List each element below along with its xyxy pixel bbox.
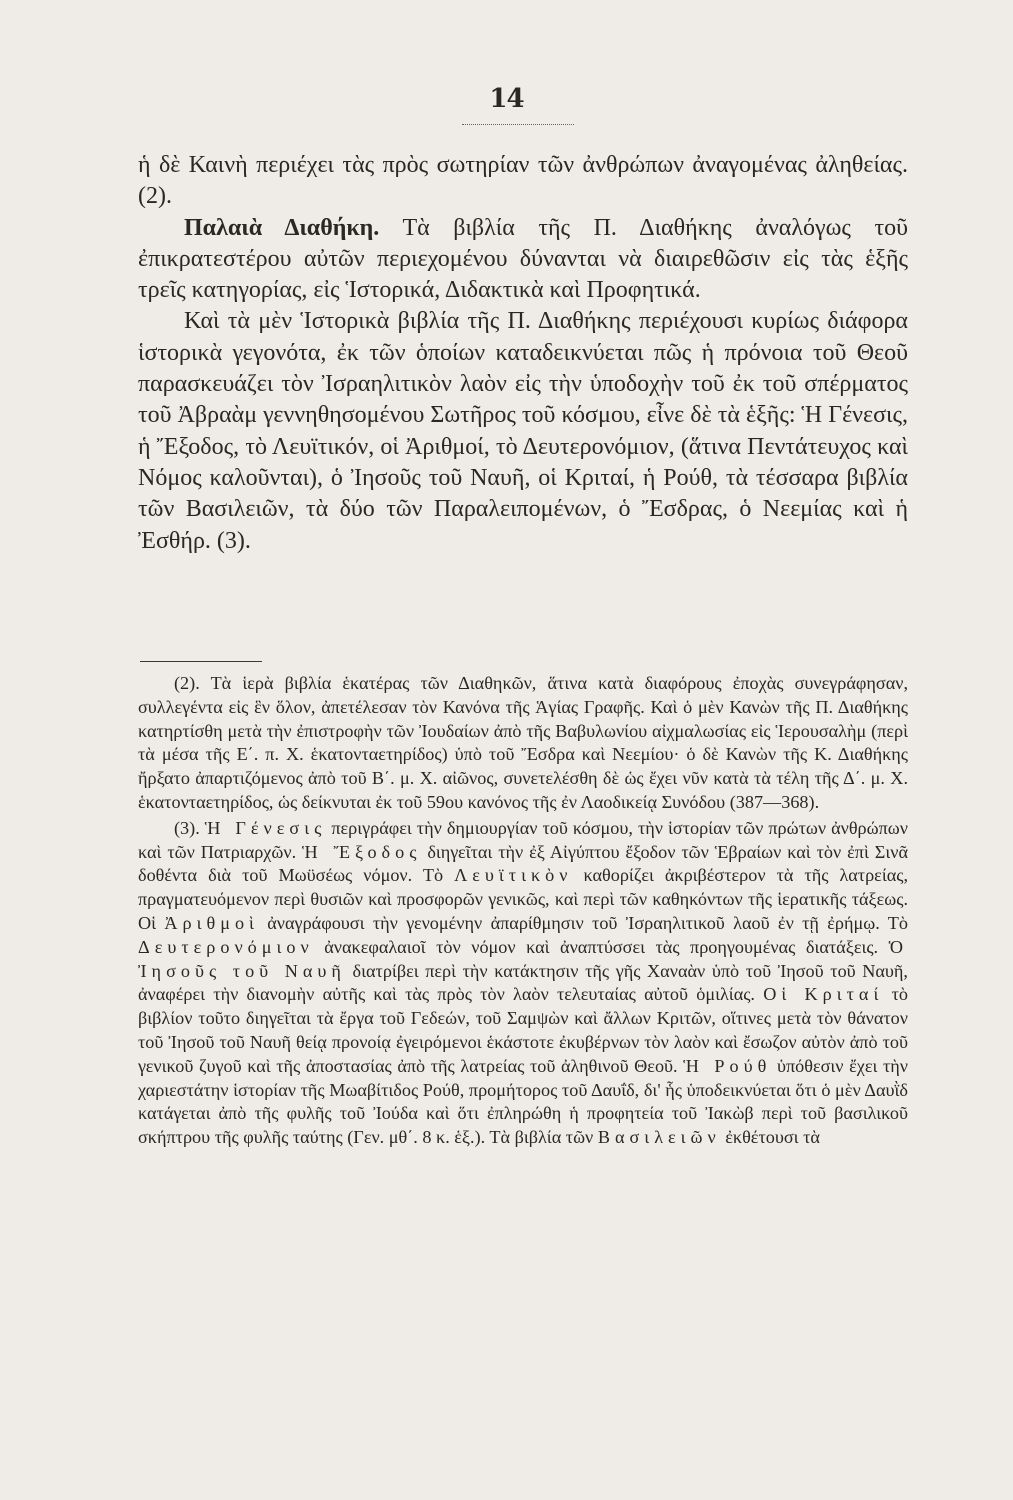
footnote-3-label-kings: Βασιλειῶν — [597, 1127, 721, 1148]
footnote-3-text-g: διατρίβει περὶ τὴν κατάκτησιν τῆς γῆς Χαναὰν ὑπὸ τοῦ Ἰησοῦ τοῦ Ναυῆ, ἀναφέρει τὴν διανομὴν αὐτῆς καὶ τὰς πρὸς τὸν λαὸν τελευταίας αὐτοῦ ὁμιλίας. — [138, 960, 908, 1005]
footnote-3 — [138, 817, 908, 1150]
intro-paragraph: ἡ δὲ Καινὴ περιέχει τὰς πρὸς σωτηρίαν τῶν ἀνθρώπων ἀναγομένας ἀληθείας. (2). — [138, 152, 908, 210]
footnote-3-label-genesis: Ἡ Γένεσις — [204, 817, 327, 838]
footnote-3-label-exodus: Ἡ Ἔξοδος — [302, 841, 422, 862]
footnotes — [138, 672, 908, 1152]
section-heading: Παλαιὰ Διαθήκη. — [184, 214, 380, 241]
page-number-rule — [462, 124, 574, 125]
footnote-3-label-leviticus: Λευϊτικὸν — [454, 865, 573, 886]
main-text — [138, 150, 908, 557]
footnote-3-text-h: τὸ βιβλίον τοῦτο διηγεῖται τὰ ἔργα τοῦ Γεδεών, τοῦ Σαμψὼν καὶ ἄλλων Κριτῶν, οἵτινες μετὰ τὸν θάνατον τοῦ Ἰησοῦ τοῦ Ναυῆ θείᾳ προνοίᾳ ἐγειρόμενοι ἑκάστοτε ἐκυβέρνων τὸν λαὸν καὶ ἔσωζον αὐτὸν ἀπὸ τοῦ γενικοῦ ζυγοῦ καὶ τῆς ἀποστασίας ἀπὸ τῆς λατρείας τοῦ ἀληθινοῦ Θεοῦ. — [138, 984, 908, 1076]
footnote-3-text-c: διηγεῖται τὴν ἐξ Αἰγύπτου ἔξοδον τῶν Ἑβραίων καὶ τὸν ἐπὶ Σινᾶ δοθέντα διὰ τοῦ Μωϋσέως νόμον. Τὸ — [138, 841, 908, 886]
section-paragraph-1-text: Τὰ βιβλία τῆς Π. Διαθήκης ἀναλόγως τοῦ ἐπικρατεστέρου αὐτῶν περιεχομένου δύνανται νὰ διαιρεθῶσιν εἰς τὰς ἑξῆς τρεῖς κατηγορίας, εἰς Ἱστορικά, Διδακτικὰ καὶ Προφητικά. — [138, 214, 908, 304]
footnote-3-text-i: ὑπόθεσιν ἔχει τὴν χαριεστάτην ἱστορίαν τῆς Μωαβίτιδος Ρούθ, προμήτορος τοῦ Δαυΐδ, δι' ἧς ὑποδεικνύεται ὅτι ὁ μὲν Δαυῒδ κατάγεται ἀπὸ τῆς φυλῆς τοῦ Ἰούδα καὶ ὅτι ἐπληρώθη ἡ προφητεία τοῦ Ἰακὼβ περὶ τοῦ βασιλικοῦ σκήπτρου τῆς φυλῆς ταύτης (Γεν. μθ΄. 8 κ. ἑξ.). Τὰ βιβλία τῶν — [138, 1055, 908, 1148]
footnote-3-label-joshua: Ὁ Ἰησοῦς τοῦ Ναυῆ — [138, 936, 908, 981]
footnote-3-text-j: ἐκθέτουσι τὰ — [720, 1127, 820, 1148]
footnote-3-text-d: καθορίζει ἀκριβέστερον τὰ τῆς λατρείας, πραγματευόμενον περὶ θυσιῶν καὶ προσφορῶν γενικῶς, καὶ περὶ τῶν καθηκόντων τῆς ἱερατικῆς τάξεως. Οἱ — [138, 865, 908, 933]
footnote-3-text-b: περιγράφει τὴν δημιουργίαν τοῦ κόσμου, τὴν ἱστορίαν τῶν πρώτων ἀνθρώπων καὶ τῶν Πατριαρχῶν. — [138, 817, 908, 862]
footnote-3-text-f: ἀνακεφαλαιοῖ τὸν νόμον καὶ ἀναπτύσσει τὰς προηγουμένας διατάξεις. — [313, 936, 889, 957]
section-paragraph-2: Καὶ τὰ μὲν Ἱστορικὰ βιβλία τῆς Π. Διαθήκης περιέχουσι κυρίως διάφορα ἱστορικὰ γεγονότα, ἐκ τῶν ὁποίων καταδεικνύεται πῶς ἡ πρόνοια τοῦ Θεοῦ παρασκευάζει τὸν Ἰσραηλιτικὸν λαὸν εἰς τὴν ὑποδοχὴν τοῦ ἐκ τοῦ σπέρματος τοῦ Ἀβραὰμ γεννηθησομένου Σωτῆρος τοῦ κόσμου, εἶνε δὲ τὰ ἑξῆς: Ἡ Γένεσις, ἡ Ἔξοδος, τὸ Λευϊτικόν, οἱ Ἀριθμοί, τὸ Δευτερονόμιον, (ἅτινα Πεντάτευχος καὶ Νόμος καλοῦνται), ὁ Ἰησοῦς τοῦ Ναυῆ, οἱ Κριταί, ἡ Ρούθ, τὰ τέσσαρα βιβλία τῶν Βασιλειῶν, τὰ δύο τῶν Παραλειπομένων, ὁ Ἔσδρας, ὁ Νεεμίας καὶ ἡ Ἐσθήρ. (3). — [138, 308, 908, 554]
page-number: 14 — [489, 84, 524, 114]
footnote-3-label-ruth: Ἡ Ρούθ — [683, 1055, 772, 1076]
footnote-3-text-e: ἀναγράφουσι τὴν γενομένην ἀπαρίθμησιν τοῦ Ἰσραηλιτικοῦ λαοῦ ἐν τῇ ἐρήμῳ. Τὸ — [258, 912, 908, 933]
footnote-3-label-numbers: Ἀριθμοὶ — [164, 912, 259, 933]
footnote-3-label-deuteronomy: Δευτερονόμιον — [138, 936, 314, 957]
footnote-divider — [140, 661, 262, 662]
footnote-3-label-judges: Οἱ Κριταί — [763, 984, 884, 1005]
footnote-2: (2). Τὰ ἱερὰ βιβλία ἑκατέρας τῶν Διαθηκῶν, ἅτινα κατὰ διαφόρους ἐποχὰς συνεγράφησαν, συλλεγέντα εἰς ἓν ὅλον, ἀπετέλεσαν τὸν Κανόνα τῆς Ἁγίας Γραφῆς. Καὶ ὁ μὲν Κανὼν τῆς Π. Διαθήκης κατηρτίσθη μετὰ τὴν ἐπιστροφὴν τῶν Ἰουδαίων ἀπὸ τῆς Βαβυλωνίου αἰχμαλωσίας εἰς Ἱερουσαλὴμ (περὶ τὰ μέσα τῆς Ε΄. π. Χ. ἑκατονταετηρίδος) ὑπὸ τοῦ Ἔσδρα καὶ Νεεμίου· ὁ δὲ Κανὼν τῆς Κ. Διαθήκης ἤρξατο ἀπαρτιζόμενος ἀπὸ τοῦ Β΄. μ. Χ. αἰῶνος, συνετελέσθη δὲ ὡς ἔχει νῦν κατὰ τὰ τέλη τῆς Δ΄. μ. Χ. ἑκατονταετηρίδος, ὡς δείκνυται ἐκ τοῦ 59ου κανόνος τῆς ἐν Λαοδικείᾳ Συνόδου (387—368). — [138, 673, 908, 812]
section-paragraph-1 — [138, 213, 908, 307]
footnote-3-text-a: (3). — [174, 817, 205, 838]
